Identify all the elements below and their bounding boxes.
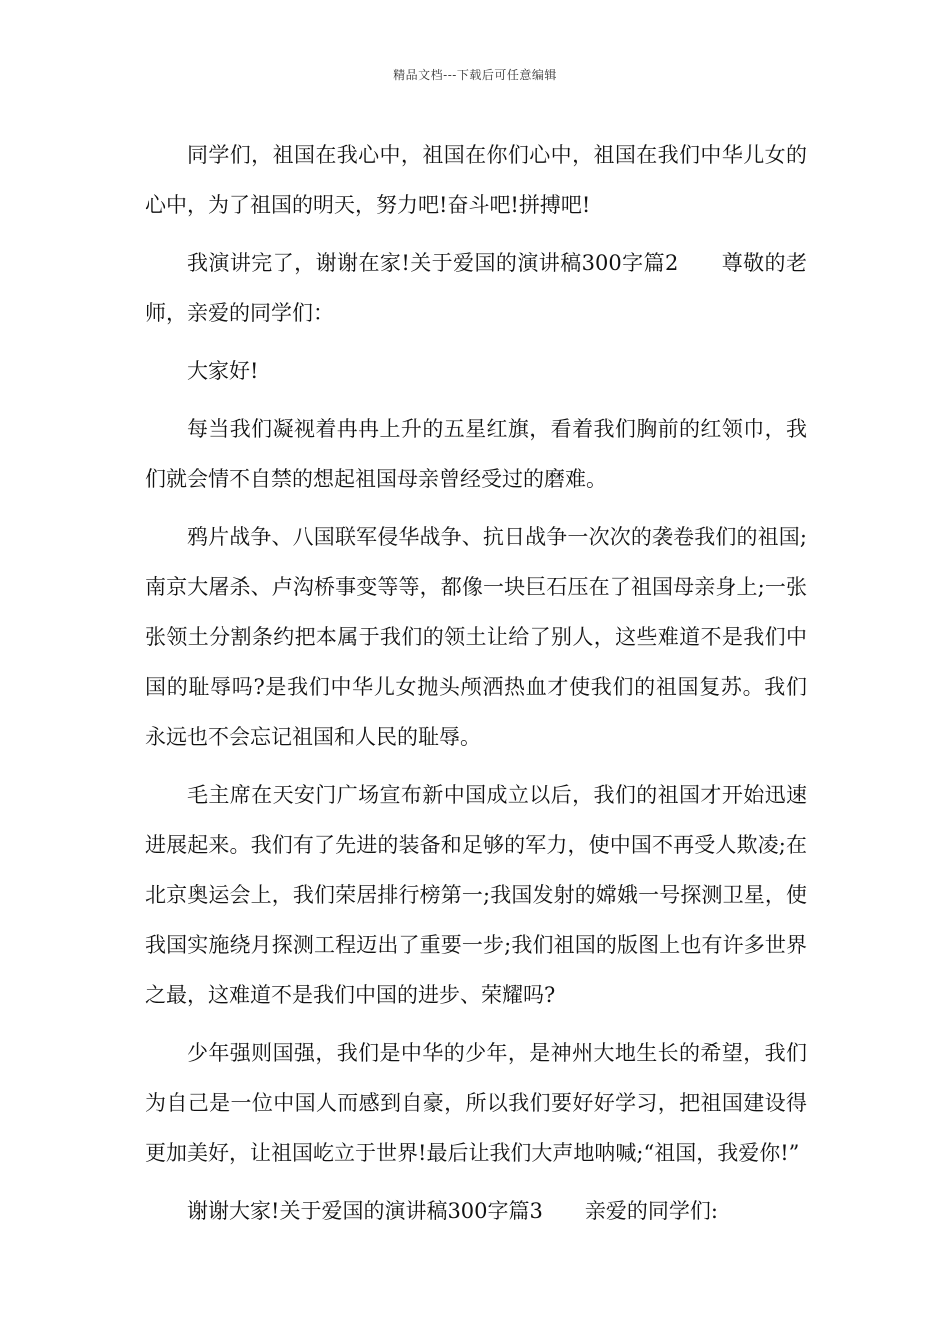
paragraph: 我演讲完了，谢谢在家!关于爱国的演讲稿300字篇2 尊敬的老师，亲爱的同学们：: [145, 251, 807, 325]
paragraph: 同学们，祖国在我心中，祖国在你们心中，祖国在我们中华儿女的心中，为了祖国的明天，努力吧!奋斗吧!拼搏吧!: [145, 143, 807, 217]
paragraph: 少年强则国强，我们是中华的少年，是神州大地生长的希望，我们为自己是一位中国人而感到自豪，所以我们要好好学习，把祖国建设得更加美好，让祖国屹立于世界!最后让我们大声地呐喊;“祖国，我爱你!”: [145, 1041, 807, 1165]
paragraph: 鸦片战争、八国联军侵华战争、抗日战争一次次的袭卷我们的祖国;南京大屠杀、卢沟桥事变等等，都像一块巨石压在了祖国母亲身上;一张张领土分割条约把本属于我们的领土让给了别人，这些难道不是我们中国的耻辱吗?是我们中华儿女抛头颅洒热血才使我们的祖国复苏。我们永远也不会忘记祖国和人民的耻辱。: [145, 525, 807, 749]
document-body: [145, 130, 807, 1244]
paragraph: 毛主席在天安门广场宣布新中国成立以后，我们的祖国才开始迅速进展起来。我们有了先进的装备和足够的军力，使中国不再受人欺凌;在北京奥运会上，我们荣居排行榜第一;我国发射的嫦娥一号探测卫星，使我国实施绕月探测工程迈出了重要一步;我们祖国的版图上也有许多世界之最，这难道不是我们中国的进步、荣耀吗?: [145, 783, 807, 1007]
page-header: 精品文档---下载后可任意编辑: [393, 68, 557, 82]
paragraph: 大家好!: [187, 359, 259, 383]
paragraph: 每当我们凝视着冉冉上升的五星红旗，看着我们胸前的红领巾，我们就会情不自禁的想起祖国母亲曾经受过的磨难。: [145, 417, 807, 491]
paragraph: 谢谢大家!关于爱国的演讲稿300字篇3 亲爱的同学们:: [187, 1199, 718, 1223]
